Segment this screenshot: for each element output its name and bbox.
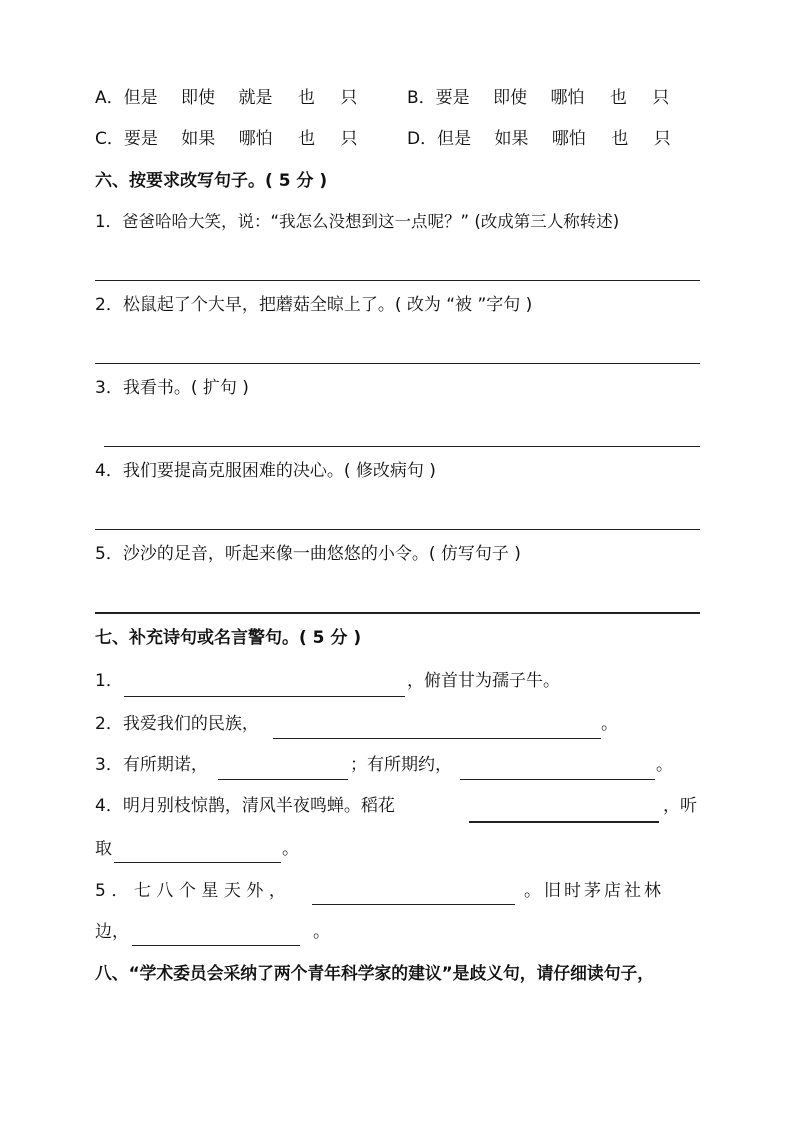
option-c-word-3: 也	[298, 129, 316, 149]
option-b	[407, 86, 669, 110]
option-d	[407, 127, 671, 151]
s7-q2-blank[interactable]	[273, 738, 601, 739]
s7-q4-end: 。	[282, 839, 299, 859]
s7-q5-end: 。	[313, 922, 330, 942]
s7-q3-end: 。	[656, 755, 673, 775]
s7-q2-end: 。	[601, 714, 618, 734]
option-a-word-4: 只	[340, 88, 358, 108]
section-6-title: 六、按要求改写句子。( 5 分 )	[95, 171, 328, 191]
option-c-word-1: 如果	[181, 129, 216, 149]
s6-question-1: 1．爸爸哈哈大笑，说：“我怎么没想到这一点呢？” (改成第三人称转述)	[95, 212, 620, 231]
s6-answer-line-2[interactable]	[95, 363, 700, 364]
s7-q2-text: 2．我爱我们的民族，	[95, 714, 259, 734]
option-a-word-2: 就是	[238, 88, 273, 108]
s6-answer-line-5[interactable]	[95, 612, 700, 614]
option-a-word-3: 也	[297, 88, 315, 108]
option-a-label: A．但是	[95, 88, 158, 108]
s7-q4-mid: ，听	[663, 796, 697, 816]
s7-q5-text: 5．七八个星天外，	[95, 881, 292, 901]
section-7-title: 七、补充诗句或名言警句。( 5 分 )	[95, 628, 362, 648]
s6-question-4: 4．我们要提高克服困难的决心。( 修改病句 )	[95, 461, 436, 481]
option-b-label: B．要是	[407, 88, 470, 108]
s6-answer-line-3[interactable]	[104, 446, 700, 447]
option-d-word-2: 哪怕	[551, 129, 586, 149]
s6-answer-line-4[interactable]	[95, 529, 700, 530]
option-d-word-4: 只	[653, 129, 671, 149]
s7-q4-line2: 取	[95, 839, 112, 859]
s7-q5-blank-1[interactable]	[312, 904, 515, 905]
s7-q5-mid: 。旧时茅店社林	[524, 881, 664, 901]
section-8-title: 八、“学术委员会采纳了两个青年科学家的建议”是歧义句，请仔细读句子，	[95, 963, 655, 983]
option-b-word-2: 哪怕	[550, 88, 585, 108]
option-b-word-1: 即使	[493, 88, 528, 108]
s7-q4-blank-2[interactable]	[114, 862, 281, 863]
s7-q3-blank-1[interactable]	[218, 779, 348, 780]
option-d-label: D．但是	[407, 129, 472, 149]
option-c	[95, 127, 358, 151]
s7-q5-line2: 边，	[95, 922, 129, 942]
s7-q4-blank-1[interactable]	[469, 821, 659, 823]
s7-q3-text: 3．有所期诺，	[95, 755, 208, 775]
s7-q1-number: 1．	[95, 671, 123, 691]
option-c-word-4: 只	[340, 129, 358, 149]
s7-q3-blank-2[interactable]	[460, 779, 655, 780]
option-c-word-2: 哪怕	[238, 129, 273, 149]
option-c-label: C．要是	[95, 129, 158, 149]
option-a	[95, 86, 357, 110]
option-d-word-1: 如果	[494, 129, 529, 149]
s6-answer-line-1[interactable]	[95, 280, 700, 281]
s6-question-5: 5．沙沙的足音，听起来像一曲悠悠的小令。( 仿写句子 )	[95, 544, 521, 564]
s7-q5-blank-2[interactable]	[132, 945, 300, 946]
s6-question-3: 3．我看书。( 扩句 )	[95, 378, 249, 398]
option-d-word-3: 也	[611, 129, 629, 149]
option-b-word-3: 也	[609, 88, 627, 108]
s7-q1-blank[interactable]	[124, 696, 405, 697]
s7-q3-mid: ；有所期约，	[350, 755, 452, 775]
s7-q4-text: 4．明月别枝惊鹊，清风半夜鸣蝉。稻花	[95, 796, 395, 816]
s6-question-2: 2．松鼠起了个大早，把蘑菇全晾上了。( 改为 “被 ”字句 )	[95, 295, 533, 315]
option-b-word-4: 只	[652, 88, 670, 108]
s7-q1-text: ，俯首甘为孺子牛。	[407, 671, 560, 691]
option-a-word-1: 即使	[181, 88, 216, 108]
